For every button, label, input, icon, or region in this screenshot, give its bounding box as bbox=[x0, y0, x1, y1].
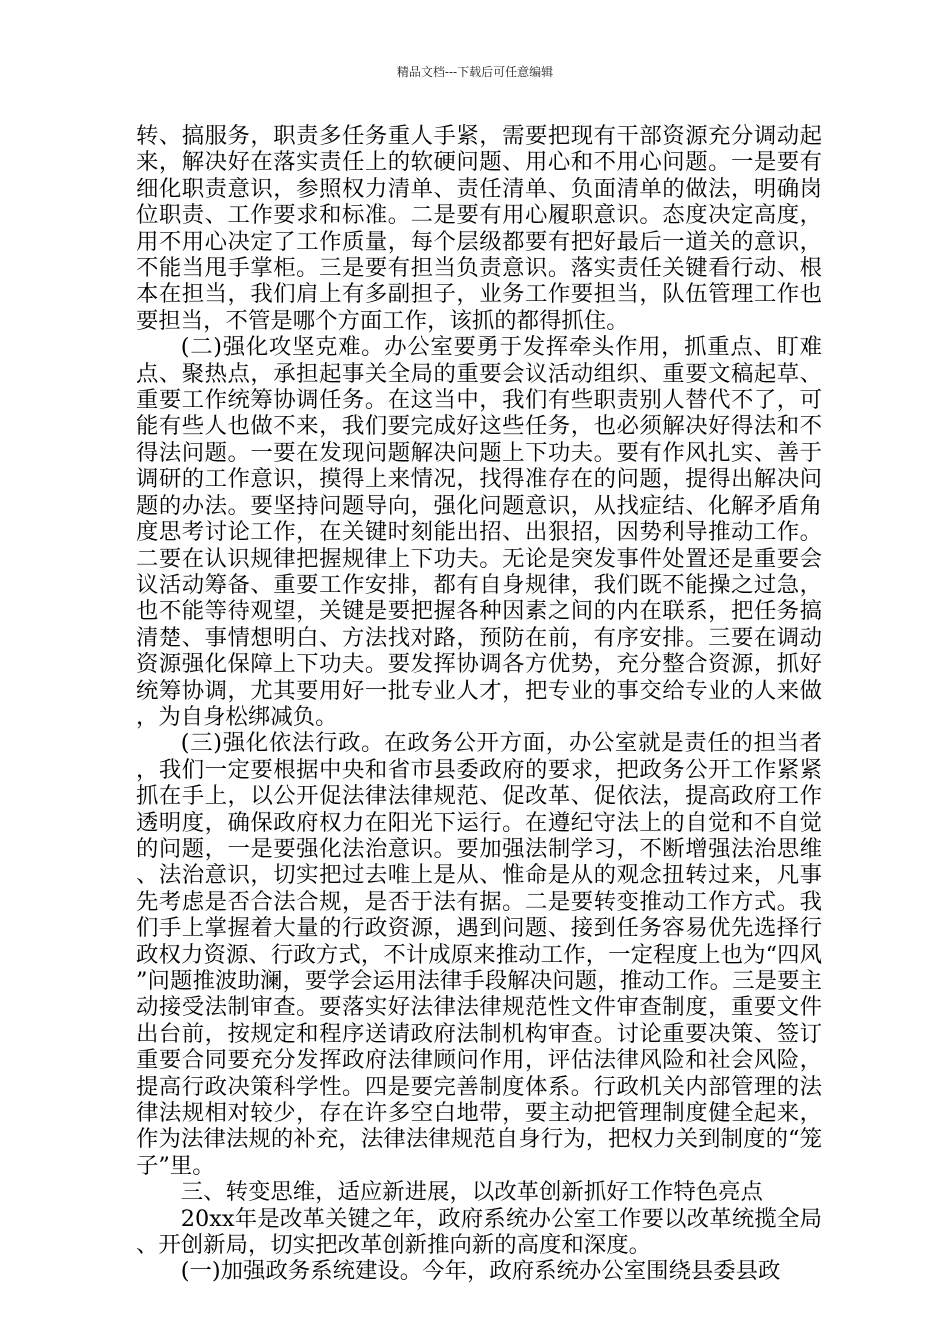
paragraph-duty-responsibility: 转、搞服务，职责多任务重人手紧，需要把现有干部资源充分调动起来，解决好在落实责任上的软硬问题、用心和不用心问题。一是要有细化职责意识，参照权力清单、责任清单、负面清单的做法，明确岗位职责、工作要求和标准。二是要有用心履职意识。态度决定高度，用不用心决定了工作质量，每个层级都要有把好最后一道关的意识，不能当甩手掌柜。三是要有担当负责意识。落实责任关键看行动、根本在担当，我们肩上有多副担子，业务工作要担当，队伍管理工作也要担当，不管是哪个方面工作，该抓的都得抓住。 bbox=[136, 123, 822, 334]
page-header: 精品文档---下载后可任意编辑 bbox=[396, 65, 554, 79]
paragraph-rule-of-law: (三)强化依法行政。在政务公开方面，办公室就是责任的担当者，我们一定要根据中央和省市县委政府的要求，把政务公开工作紧紧抓在手上，以公开促法律法律规范、促改革、促依法，提高政府工作透明度，确保政府权力在阳光下运行。在遵纪守法上的自觉和不自觉的问题，一是要强化法治意识。要加强法制学习，不断增强法治思维、法治意识，切实把过去唯上是从、惟命是从的观念扭转过来，凡事先考虑是否合法合规，是否于法有据。二是要转变推动工作方式。我们手上掌握着大量的行政资源，遇到问题、接到任务容易优先选择行政权力资源、行政方式，不计成原来推动工作，一定程度上也为“四风”问题推波助澜，要学会运用法律手段解决问题，推动工作。三是要主动接受法制审查。要落实好法律法律规范性文件审查制度，重要文件出台前，按规定和程序送请政府法制机构审查。讨论重要决策、签订重要合同要充分发挥政府法律顾问作用，评估法律风险和社会风险，提高行政决策科学性。四是要完善制度体系。行政机关内部管理的法律法规相对较少，存在许多空白地带，要主动把管理制度健全起来，作为法律法规的补充，法律法律规范自身行为，把权力关到制度的“笼子”里。 bbox=[136, 730, 822, 1179]
paragraph-government-system: (一)加强政务系统建设。今年，政府系统办公室围绕县委县政 bbox=[180, 1258, 781, 1285]
paragraph-tackle-difficulties: (二)强化攻坚克难。办公室要勇于发挥牵头作用，抓重点、盯难点、聚热点，承担起事关全局的重要会议活动组织、重要文稿起草、重要工作统筹协调任务。在这当中，我们有些职责别人替代不了，可能有些人也做不来，我们要完成好这些任务，也必须解决好得法和不得法问题。一要在发现问题解决问题上下功夫。要有作风扎实、善于调研的工作意识，摸得上来情况，找得准存在的问题，提得出解决问题的办法。要坚持问题导向，强化问题意识，从找症结、化解矛盾角度思考讨论工作，在关键时刻能出招、出狠招，因势利导推动工作。二要在认识规律把握规律上下功夫。无论是突发事件处置还是重要会议活动筹备、重要工作安排，都有自身规律，我们既不能操之过急，也不能等待观望，关键是要把握各种因素之间的内在联系，把任务搞清楚、事情想明白、方法找对路，预防在前，有序安排。三要在调动资源强化保障上下功夫。要发挥协调各方优势，充分整合资源，抓好统筹协调，尤其要用好一批专业人才，把专业的事交给专业的人来做，为自身松绑减负。 bbox=[136, 334, 822, 730]
document-body bbox=[136, 123, 822, 1285]
section-heading-three: 三、转变思维，适应新进展，以改革创新抓好工作特色亮点 bbox=[180, 1179, 763, 1206]
paragraph-reform-year: 20xx年是改革关键之年，政府系统办公室工作要以改革统揽全局、开创新局，切实把改革创新推向新的高度和深度。 bbox=[136, 1205, 822, 1259]
